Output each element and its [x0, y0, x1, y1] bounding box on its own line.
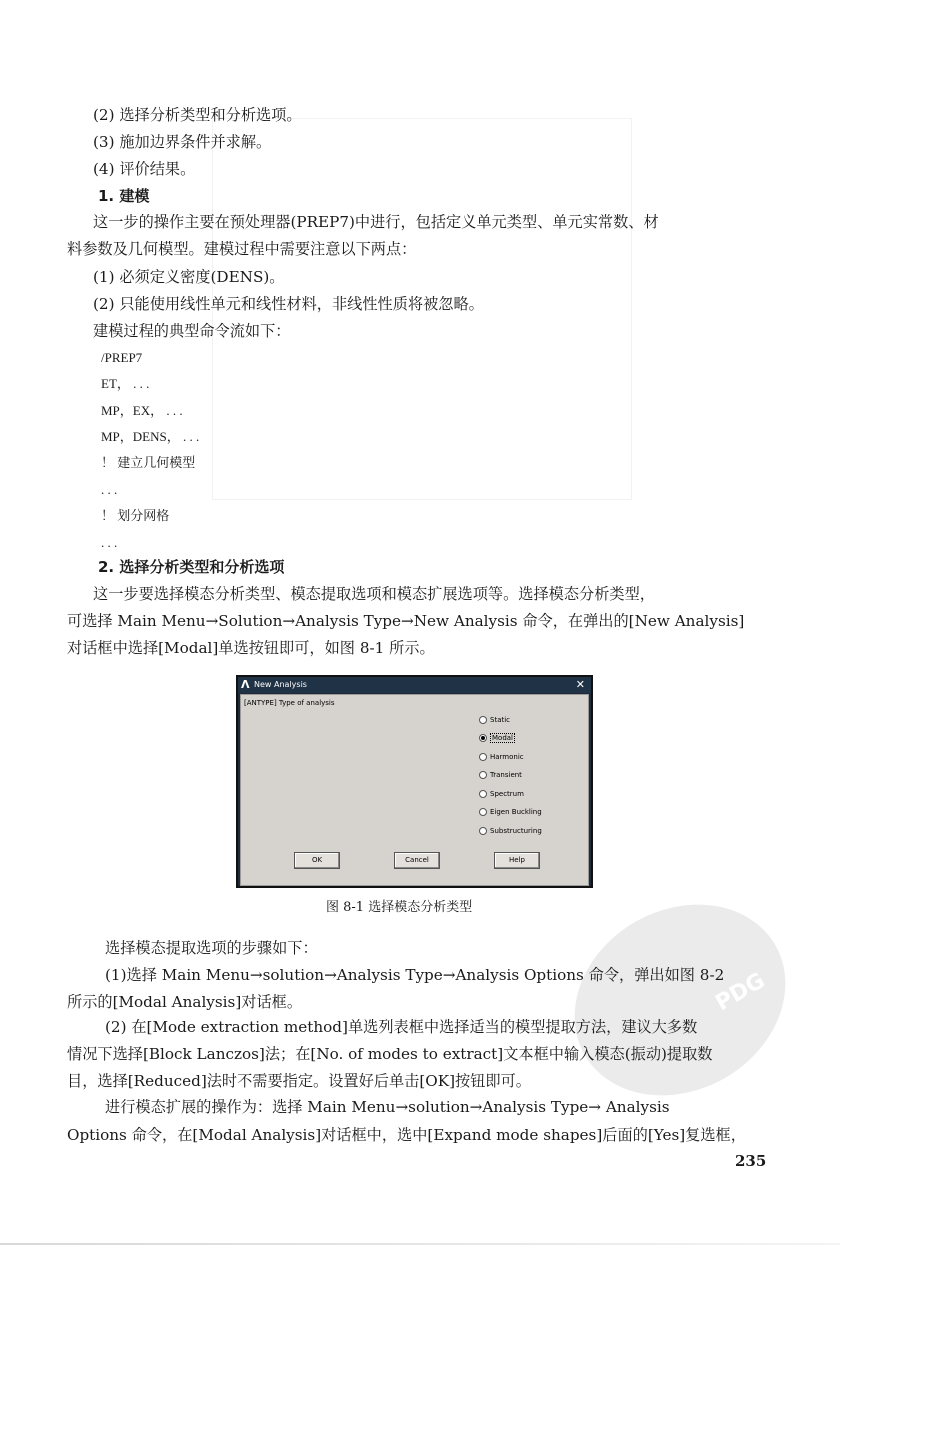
code-line-prep7: /PREP7	[101, 350, 143, 365]
paragraph-extraction-2-line-3: 目，选择[Reduced]法时不需要指定。设置好后单击[OK]按钮即可。	[67, 1072, 531, 1090]
page-number: 235	[735, 1152, 767, 1170]
help-button[interactable]: Help	[494, 852, 540, 869]
code-ellipsis-2: . . .	[101, 535, 118, 550]
code-comment-geometry: ！ 建立几何模型	[101, 455, 196, 470]
radio-spectrum[interactable]: Spectrum	[479, 789, 524, 800]
code-line-et: ET， . . .	[101, 376, 150, 391]
dialog-title: New Analysis	[254, 680, 307, 689]
cancel-button[interactable]: Cancel	[394, 852, 440, 869]
close-icon[interactable]: ✕	[575, 678, 585, 691]
new-analysis-dialog-figure	[236, 675, 593, 888]
code-line-mp-dens: MP，DENS， . . .	[101, 429, 200, 444]
code-comment-mesh: ！ 划分网格	[101, 508, 170, 523]
ansys-logo-icon: Λ	[241, 678, 250, 691]
ok-button[interactable]: OK	[294, 852, 340, 869]
paragraph-extraction-2-line-2: 情况下选择[Block Lanczos]法；在[No. of modes to extract]文本框中输入模态(振动)提取数	[67, 1045, 713, 1063]
antype-label: [ANTYPE] Type of analysis	[244, 699, 335, 707]
code-line-mp-ex: MP，EX， . . .	[101, 403, 183, 418]
paragraph-extraction-2-line-1: (2) 在[Mode extraction method]单选列表框中选择适当的模型提取方法，建议大多数	[105, 1018, 698, 1036]
radio-modal[interactable]: Modal	[479, 733, 515, 744]
dialog-title-bar	[238, 677, 591, 693]
scan-edge-divider	[0, 1243, 840, 1245]
paragraph-analysis-line-1: 这一步要选择模态分析类型、模态提取选项和模态扩展选项等。选择模态分析类型，	[93, 585, 655, 603]
paragraph-extraction-1-line-2: 所示的[Modal Analysis]对话框。	[67, 993, 303, 1011]
radio-eigen-buckling[interactable]: Eigen Buckling	[479, 807, 542, 818]
command-stream-intro: 建模过程的典型命令流如下：	[93, 322, 291, 340]
radio-transient[interactable]: Transient	[479, 770, 522, 781]
radio-button-icon	[479, 771, 487, 779]
radio-button-icon	[479, 790, 487, 798]
list-item-step-3: (3) 施加边界条件并求解。	[93, 133, 272, 151]
pdg-watermark-seal	[560, 880, 800, 1120]
radio-substructuring[interactable]: Substructuring	[479, 826, 542, 837]
paragraph-expansion-line-1: 进行模态扩展的操作为：选择 Main Menu→solution→Analysis Type→ Analysis	[105, 1098, 670, 1116]
dialog-body	[240, 694, 589, 886]
paragraph-analysis-line-3: 对话框中选择[Modal]单选按钮即可，如图 8-1 所示。	[67, 639, 435, 657]
radio-static[interactable]: Static	[479, 715, 510, 726]
list-item-step-4: (4) 评价结果。	[93, 160, 196, 178]
paragraph-modeling-line-1: 这一步的操作主要在预处理器(PREP7)中进行，包括定义单元类型、单元实常数、材	[93, 213, 659, 231]
radio-harmonic[interactable]: Harmonic	[479, 752, 524, 763]
watermark-text: PDG	[711, 968, 770, 1017]
radio-selected-icon	[479, 734, 487, 742]
radio-button-icon	[479, 808, 487, 816]
radio-button-icon	[479, 716, 487, 724]
list-item-step-2: (2) 选择分析类型和分析选项。	[93, 106, 302, 124]
radio-button-icon	[479, 827, 487, 835]
modeling-note-1: (1) 必须定义密度(DENS)。	[93, 268, 285, 286]
paragraph-extraction-1-line-1: (1)选择 Main Menu→solution→Analysis Type→Analysis Options 命令，弹出如图 8-2	[105, 966, 725, 984]
paragraph-extraction-intro: 选择模态提取选项的步骤如下：	[105, 939, 318, 957]
code-ellipsis-1: . . .	[101, 482, 118, 497]
section-heading-1: 1. 建模	[98, 187, 150, 205]
paragraph-expansion-line-2: Options 命令，在[Modal Analysis]对话框中，选中[Expand mode shapes]后面的[Yes]复选框，	[67, 1126, 746, 1144]
paragraph-modeling-line-2: 料参数及几何模型。建模过程中需要注意以下两点：	[67, 240, 417, 258]
modeling-note-2: (2) 只能使用线性单元和线性材料，非线性性质将被忽略。	[93, 295, 484, 313]
radio-button-icon	[479, 753, 487, 761]
section-heading-2: 2. 选择分析类型和分析选项	[98, 558, 285, 576]
paragraph-analysis-line-2: 可选择 Main Menu→Solution→Analysis Type→New Analysis 命令，在弹出的[New Analysis]	[67, 612, 745, 630]
figure-caption: 图 8-1 选择模态分析类型	[326, 900, 473, 915]
